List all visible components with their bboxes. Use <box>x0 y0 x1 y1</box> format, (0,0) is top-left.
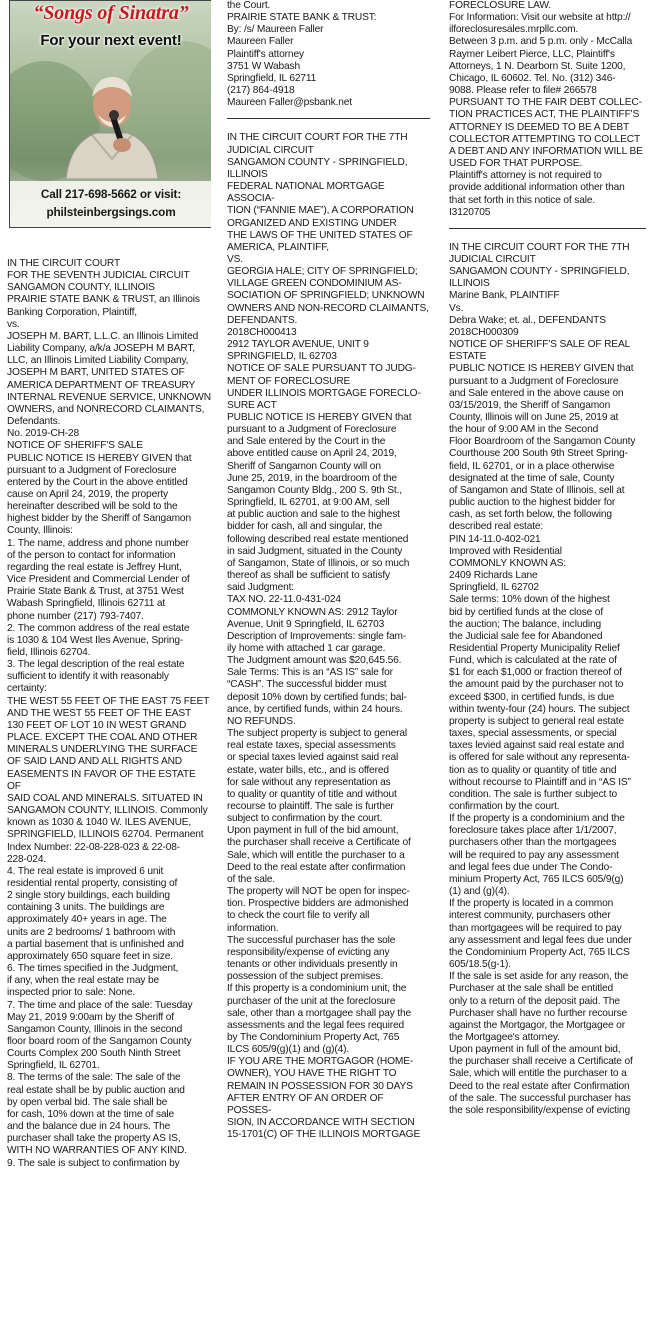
text-line: 6. The times specified in the Judgment, <box>7 963 179 975</box>
text-line: Maureen Faller <box>227 36 294 48</box>
text-line: to quality or quantity of title and without <box>227 788 397 800</box>
text-line: for cash, 10% down at the time of sale <box>7 1108 175 1120</box>
text-line: 2018CH000413 <box>227 326 297 338</box>
text-line: SANGAMON COUNTY, ILLINOIS. Commonly <box>7 805 208 817</box>
notice-divider <box>227 118 430 119</box>
text-line: responsibility/expense of evicting any <box>227 946 390 958</box>
text-line: against the Mortgagor, the Mortgagee or <box>449 1019 625 1031</box>
text-line: provide additional information other than <box>449 182 625 194</box>
notice-prairie-state-bank <box>7 258 211 1170</box>
text-line: THE LAWS OF THE UNITED STATES OF <box>227 229 413 241</box>
text-line: COMMONLY KNOWN AS: 2912 Taylor <box>227 606 398 618</box>
text-line: By: /s/ Maureen Faller <box>227 24 324 36</box>
text-line: The successful purchaser has the sole <box>227 934 396 946</box>
text-line: real estate taxes, special assessments <box>227 740 396 752</box>
text-line: SURE ACT <box>227 399 277 411</box>
text-line: of Sangamon and State of Illinois, sell at <box>449 484 625 496</box>
text-line: FEDERAL NATIONAL MORTGAGE ASSOCIA- <box>227 181 385 205</box>
text-line: subject to confirmation by the court. <box>227 813 383 825</box>
text-line: and legal fees due under The Condo- <box>449 861 613 873</box>
text-line: PUBLIC NOTICE IS HEREBY GIVEN that <box>449 363 634 375</box>
text-line: AFTER ENTRY OF AN ORDER OF POSSES- <box>227 1092 384 1116</box>
text-line: MENT OF FORECLOSURE <box>227 375 351 387</box>
text-line: sufficient to identify it with reasonably <box>7 671 169 683</box>
text-line: taxes, special assessments, or special <box>449 728 617 740</box>
text-line: EASEMENTS IN FAVOR OF THE ESTATE OF <box>7 768 196 792</box>
text-line: units are 2 bedrooms/ 1 bathroom with <box>7 926 176 938</box>
text-line: Improved with Residential <box>449 545 562 557</box>
text-line: will be required to pay any assessment <box>449 849 619 861</box>
text-line: SPRINGFIELD, ILLINOIS 62704. Permanent <box>7 829 204 841</box>
text-line: TION PRACTICES ACT, THE PLAINTIFF'S <box>449 109 640 121</box>
text-line: 2. The common address of the real estate <box>7 622 190 634</box>
text-line: I3120705 <box>449 206 491 218</box>
text-line: Upon payment in full of the amount bid, <box>449 1044 621 1056</box>
text-line: 3751 W Wabash <box>227 60 300 72</box>
text-line: known as 1030 & 1040 W. ILES AVENUE, <box>7 817 192 829</box>
text-line: 4. The real estate is improved 6 unit <box>7 865 164 877</box>
text-line: Plaintiff's attorney is not required to <box>449 170 602 182</box>
text-line: OWNER), YOU HAVE THE RIGHT TO <box>227 1068 397 1080</box>
text-line: 9. The sale is subject to confirmation by <box>7 1157 180 1169</box>
text-line: INTERNAL REVENUE SERVICE, UNKNOWN <box>7 391 211 403</box>
text-line: Prairie State Bank & Trust, at 3751 West <box>7 586 184 598</box>
text-line: ilforeclosuresales.mrpllc.com. <box>449 24 579 36</box>
text-line: field, IL 62701, or in a place otherwise <box>449 460 615 472</box>
text-line: cause on April 24, 2019, the property <box>7 488 168 500</box>
text-line: JUDICIAL CIRCUIT <box>227 144 314 156</box>
text-line: minium Property Act, 765 ILCS 605/9(g) <box>449 873 624 885</box>
text-line: 15-1701(C) OF THE ILLINOIS MORTGAGE <box>227 1129 421 1141</box>
text-line: AND THE WEST 55 FEET OF THE EAST <box>7 707 192 719</box>
text-line: ily home with attached 1 car garage. <box>227 642 386 654</box>
text-line: Chicago, IL 60602. Tel. No. (312) 346- <box>449 72 616 84</box>
text-line: 130 FEET OF LOT 10 IN WEST GRAND <box>7 719 187 731</box>
text-line: SANGAMON COUNTY - SPRINGFIELD, <box>227 156 408 168</box>
notice-prairie-state-bank-continued <box>227 0 430 109</box>
text-line: County, Illinois will on June 25, 2019 at <box>449 412 619 423</box>
text-line: Attorneys, 1 N. Dearborn St. Suite 1200, <box>449 60 626 72</box>
text-line: to check the court file to verify all <box>227 910 370 922</box>
text-line: the Court. <box>227 0 271 11</box>
text-line: Springfield, IL 62701, at 9:00 AM, sell <box>227 497 390 509</box>
text-line: SPRINGFIELD, IL 62703 <box>227 351 337 363</box>
text-line: 2018CH000309 <box>449 326 519 338</box>
text-line: Floor Boardroom of the Sangamon County <box>449 436 636 448</box>
text-line: containing 3 units. The buildings are <box>7 902 165 914</box>
text-line: foreclosure takes place after 1/1/2007, <box>449 825 617 837</box>
text-line: Liability Company, a/k/a JOSEPH M BART, <box>7 343 195 355</box>
text-line: COLLECTOR ATTEMPTING TO COLLECT <box>449 133 641 145</box>
text-line: tion. Prospective bidders are admonished <box>227 898 409 910</box>
text-line: JOSEPH M BART, UNITED STATES OF <box>7 367 185 379</box>
text-line: and the balance due in 24 hours. The <box>7 1121 171 1133</box>
text-line: property is subject to general real estate <box>449 715 624 727</box>
text-line: WITH NO WARRANTIES OF ANY KIND. <box>7 1145 187 1157</box>
text-line: PLACE. EXCEPT THE COAL AND OTHER <box>7 732 198 744</box>
text-line: by open verbal bid. The sale shall be <box>7 1096 168 1108</box>
text-line: without recourse to Plaintiff and in “AS IS” <box>449 776 631 788</box>
text-line: Sale terms: 10% down of the highest <box>449 594 610 606</box>
text-line: County, Illinois: <box>7 525 73 537</box>
text-line: USED FOR THAT PURPOSE. <box>449 158 583 170</box>
text-line: within twenty-four (24) hours. The subject <box>449 703 630 715</box>
text-line: TAX NO. 22-11.0-431-024 <box>227 594 341 606</box>
text-line: Deed to the real estate after Confirmation <box>449 1080 630 1092</box>
text-line: SANGAMON COUNTY, ILLINOIS <box>7 282 155 294</box>
ad-contact <box>10 181 211 227</box>
text-line: the sole responsibility/expense of evicting <box>449 1104 630 1116</box>
text-line: May 21, 2019 9:00am by the Sheriff of <box>7 1011 174 1023</box>
text-line: Banking Corporation, Plaintiff, <box>7 306 137 318</box>
text-line: PRAIRIE STATE BANK & TRUST, an Illinois <box>7 294 200 306</box>
text-line: VILLAGE GREEN CONDOMINIUM AS- <box>227 278 402 290</box>
text-line: JOSEPH M. BART, L.L.C. an Illinois Limited <box>7 330 199 342</box>
text-line: 3. The legal description of the real estate <box>7 659 185 671</box>
text-line: PUBLIC NOTICE IS HEREBY GIVEN that <box>7 452 192 464</box>
text-line: interest community, purchasers other <box>449 910 611 922</box>
text-line: Sale, which will entitle the purchaser to a <box>449 1068 627 1080</box>
text-line: information. <box>227 922 279 934</box>
text-line: ESTATE <box>449 351 487 363</box>
text-line: FORECLOSURE LAW. <box>449 0 551 11</box>
text-line: DEFENDANTS. <box>227 314 298 326</box>
text-line: floor board room of the Sangamon County <box>7 1036 192 1047</box>
text-line: 228-024. <box>7 853 47 865</box>
notice-divider <box>449 228 646 229</box>
text-line: a partial basement that is unfinished and <box>7 938 184 950</box>
text-line: Sangamon County, Illinois in the second <box>7 1023 183 1035</box>
singer-photo-icon <box>52 59 172 179</box>
text-line: NO REFUNDS. <box>227 715 296 727</box>
text-line: of Sangamon, State of Illinois, or so much <box>227 557 410 569</box>
text-line: pursuant to a Judgment of Foreclosure <box>227 424 397 436</box>
text-line: Courthouse 200 South 9th Street Spring- <box>449 448 628 460</box>
text-line: the Judicial sale fee for Abandoned <box>449 630 603 642</box>
text-line: certainty: <box>7 683 47 695</box>
text-line: “CASH”. The successful bidder must <box>227 679 387 691</box>
text-line: Defendants. <box>7 416 61 428</box>
text-line: 2912 TAYLOR AVENUE, UNIT 9 <box>227 339 369 351</box>
text-line: UNDER ILLINOIS MORTGAGE FORECLO- <box>227 387 421 399</box>
text-line: NOTICE OF SHERIFF'S SALE <box>7 440 143 452</box>
ad-subtitle: For your next event! <box>40 32 182 49</box>
text-line: or special taxes levied against said real <box>227 752 399 764</box>
text-line: bid by certified funds at the close of <box>449 606 603 618</box>
text-line: TION (“FANNIE MAE”), A CORPORATION <box>227 205 414 217</box>
text-line: exceed $300, in certified funds, is due <box>449 691 615 703</box>
text-line: by The Condominium Property Act, 765 <box>227 1031 400 1043</box>
text-line: OF SAID LAND AND ALL RIGHTS AND <box>7 756 182 768</box>
column-1 <box>7 0 211 1341</box>
text-line: Springfield, IL 62711 <box>227 72 317 84</box>
text-line: only to a return of the deposit paid. The <box>449 995 620 1007</box>
text-line: COMMONLY KNOWN AS: <box>449 557 566 569</box>
text-line: NOTICE OF SHERIFF'S SALE OF REAL <box>449 339 631 351</box>
songs-of-sinatra-ad[interactable] <box>9 0 211 228</box>
text-line: tion as to quality or quantity of title and <box>449 764 617 776</box>
text-line: SOCIATION OF SPRINGFIELD; UNKNOWN <box>227 290 425 302</box>
text-line: ATTORNEY IS DEEMED TO BE A DEBT <box>449 121 630 133</box>
text-line: than mortgagees will be required to pay <box>449 922 622 934</box>
text-line: for sale without any representation as <box>227 776 391 788</box>
text-line: IN THE CIRCUIT COURT <box>7 258 121 269</box>
text-line: IN THE CIRCUIT COURT FOR THE 7TH <box>227 132 408 144</box>
text-line: June 25, 2019, in the boardroom of the <box>227 472 397 484</box>
text-line: phone number (217) 793-7407. <box>7 610 144 622</box>
text-line: assessments and the legal fees required <box>227 1019 405 1031</box>
text-line: Maureen Faller@psbank.net <box>227 97 352 109</box>
text-line: purchasers other than the mortgagees <box>449 837 617 849</box>
text-line: public auction to the highest bidder for <box>449 497 616 509</box>
text-line: hereinafter described will be sold to the <box>7 501 178 513</box>
text-line: PURSUANT TO THE FAIR DEBT COLLEC- <box>449 97 642 109</box>
text-line: described real estate: <box>449 521 544 533</box>
text-line: Residential Property Municipality Relief <box>449 642 620 654</box>
text-line: Fund, which is calculated at the rate of <box>449 655 617 667</box>
text-line: Debra Wake; et. al., DEFENDANTS <box>449 314 606 326</box>
text-line: AMERICA, PLAINTIFF, <box>227 241 329 253</box>
ad-website-link[interactable]: philsteinbergsings.com <box>46 205 176 219</box>
text-line: 9088. Please refer to file# 266578 <box>449 85 597 97</box>
text-line: condition. The sale is further subject to <box>449 788 618 800</box>
text-line: possession of the subject premises. <box>227 971 384 983</box>
text-line: LLC, an Illinois Limited Liability Company, <box>7 355 189 367</box>
text-line: highest bidder by the Sheriff of Sangamon <box>7 513 191 525</box>
text-line: (217) 864-4918 <box>227 85 295 97</box>
text-line: taxes levied against said real estate and <box>449 740 625 752</box>
text-line: Upon payment in full of the bid amount, <box>227 825 399 837</box>
text-line: above entitled cause on April 24, 2019, <box>227 448 397 460</box>
text-line: thereof as shall be sufficient to satisfy <box>227 570 390 582</box>
text-line: 2409 Richards Lane <box>449 570 538 582</box>
text-line: OWNERS AND NON-RECORD CLAIMANTS, <box>227 302 429 314</box>
text-line: of the person to contact for information <box>7 549 176 561</box>
text-line: recourse to plaintiff. The sale is further <box>227 801 394 812</box>
text-line: SION, IN ACCORDANCE WITH SECTION <box>227 1117 415 1129</box>
text-line: is offered for sale without any representa- <box>449 752 630 764</box>
column-3 <box>449 0 646 1341</box>
text-line: any assessment and legal fees due under <box>449 934 632 946</box>
text-line: confirmation by the court. <box>449 801 560 812</box>
text-line: (1) and (g)(4). <box>449 886 510 898</box>
text-line: ILCS 605/9(g)(1) and (g)(4). <box>227 1044 350 1056</box>
text-line: VS. <box>227 253 243 265</box>
text-line: REMAIN IN POSSESSION FOR 30 DAYS <box>227 1080 413 1092</box>
text-line: Marine Bank, PLAINTIFF <box>449 290 560 302</box>
ad-title: “Songs of Sinatra” <box>33 2 189 24</box>
text-line: the purchaser shall receive a Certificate of <box>449 1056 633 1068</box>
text-line: real estate shall be by public auction and <box>7 1084 185 1096</box>
text-line: is 1030 & 104 West Iles Avenue, Spring- <box>7 634 184 646</box>
text-line: 8. The terms of the sale: The sale of the <box>7 1072 181 1084</box>
text-line: IN THE CIRCUIT COURT FOR THE 7TH <box>449 241 630 253</box>
text-line: that set forth in this notice of sale. <box>449 194 596 206</box>
text-line: and Sale entered by the Court in the <box>227 436 386 448</box>
text-line: approximately 40+ years in age. The <box>7 914 167 926</box>
text-line: If the sale is set aside for any reason, the <box>449 971 629 983</box>
text-line: Courts Complex 200 South Ninth Street <box>7 1048 181 1060</box>
text-line: ILLINOIS <box>449 278 490 290</box>
text-line: PUBLIC NOTICE IS HEREBY GIVEN that <box>227 412 412 423</box>
text-line: SANGAMON COUNTY - SPRINGFIELD, <box>449 266 630 278</box>
text-line: IF YOU ARE THE MORTGAGOR (HOME- <box>227 1056 414 1068</box>
text-line: Purchaser shall have no further recourse <box>449 1007 628 1019</box>
text-line: designated at the time of sale, County <box>449 472 615 484</box>
text-line: Purchaser at the sale shall be entitled <box>449 983 614 995</box>
text-line: Sangamon County Bldg., 200 S. 9th St., <box>227 484 402 496</box>
text-line: 605/18.5(g-1). <box>449 959 511 971</box>
text-line: the auction; The balance, including <box>449 618 602 630</box>
text-line: the hour of 9:00 AM in the Second <box>449 424 599 436</box>
text-line: Wabash Springfield, Illinois 62711 at <box>7 598 166 610</box>
text-line: tenants or other individuals presently in <box>227 959 398 971</box>
text-line: the amount paid by the purchaser not to <box>449 679 624 691</box>
text-line: FOR THE SEVENTH JUDICIAL CIRCUIT <box>7 270 190 282</box>
text-line: field, Illinois 62704. <box>7 647 91 658</box>
text-line: following described real estate mentioned <box>227 533 409 545</box>
text-line: inspected prior to sale: None. <box>7 987 136 999</box>
text-line: ance, by certified funds, within 24 hours. <box>227 703 403 715</box>
text-line: 1. The name, address and phone number <box>7 537 189 549</box>
ad-phone-line: Call 217-698-5662 or visit: <box>40 187 182 201</box>
text-line: deposit 10% down by certified funds; bal- <box>227 691 407 703</box>
text-line: If the property is a condominium and the <box>449 813 625 825</box>
text-line: PIN 14-11.0-402-021 <box>449 533 541 545</box>
text-line: JUDICIAL CIRCUIT <box>449 253 536 265</box>
text-line: NOTICE OF SALE PURSUANT TO JUDG- <box>227 363 416 375</box>
text-line: Deed to the real estate after confirmation <box>227 861 406 873</box>
text-line: Springfield, IL 62702 <box>449 582 539 594</box>
text-line: Between 3 p.m. and 5 p.m. only - McCalla <box>449 36 633 48</box>
text-line: 7. The time and place of the sale: Tuesday <box>7 999 193 1011</box>
text-line: THE WEST 55 FEET OF THE EAST 75 FEET <box>7 695 210 707</box>
text-line: approximately 650 square feet in size. <box>7 950 173 962</box>
notice-fannie-mae-continued <box>449 0 646 219</box>
text-line: purchaser shall take the property AS IS, <box>7 1133 181 1145</box>
text-line: estate, water bills, etc., and is offered <box>227 764 389 776</box>
text-line: AMERICA DEPARTMENT OF TREASURY <box>7 379 196 391</box>
text-line: The property will NOT be open for inspec- <box>227 886 410 898</box>
text-line: sale, other than a mortgagee shall pay the <box>227 1007 411 1019</box>
text-line: A DEBT AND ANY INFORMATION WILL BE <box>449 145 643 157</box>
text-line: OWNERS, and NONRECORD CLAIMANTS, <box>7 403 205 415</box>
text-line: For Information: Visit our website at http:// <box>449 12 631 24</box>
text-line: the Mortgagee's attorney. <box>449 1031 560 1043</box>
text-line: The Judgment amount was $20,645.56. <box>227 655 402 667</box>
text-line: Sheriff of Sangamon County will on <box>227 460 381 472</box>
text-line: If this property is a condominium unit, the <box>227 983 407 995</box>
text-line: bidder for cash, all and singular, the <box>227 521 383 533</box>
text-line: regarding the real estate is Jeffrey Hunt, <box>7 561 182 573</box>
text-line: the Condominium Property Act, 765 ILCS <box>449 946 630 958</box>
text-line: entered by the Court in the above entitled <box>7 476 188 488</box>
text-line: Sale Terms: This is an “AS IS” sale for <box>227 667 393 679</box>
text-line: PRAIRIE STATE BANK & TRUST: <box>227 12 377 24</box>
text-line: SAID COAL AND MINERALS. SITUATED IN <box>7 792 203 804</box>
text-line: GEORGIA HALE; CITY OF SPRINGFIELD; <box>227 266 418 278</box>
text-line: of the sale. <box>227 873 276 885</box>
text-line: 2 single story buildings, each building <box>7 890 170 902</box>
text-line: Vs. <box>449 302 464 314</box>
text-line: and Sale entered in the above cause on <box>449 387 624 399</box>
text-line: residential rental property, consisting of <box>7 877 178 889</box>
text-line: Springfield, IL 62701. <box>7 1060 100 1072</box>
text-line: in said Judgment, situated in the County <box>227 545 403 557</box>
text-line: of the sale. The successful purchaser has <box>449 1092 631 1104</box>
text-line: Sale, which will entitle the purchaser to a <box>227 849 405 861</box>
text-line: No. 2019-CH-28 <box>7 428 80 440</box>
text-line: Plaintiff's attorney <box>227 48 304 60</box>
notice-marine-bank <box>449 242 646 1117</box>
text-line: Raymer Leibert Pierce, LLC, Plaintiff's <box>449 48 615 60</box>
text-line: if any, when the real estate may be <box>7 975 159 987</box>
notice-fannie-mae <box>227 132 430 1141</box>
text-line: $1 for each $1,000 or fraction thereof of <box>449 667 622 679</box>
text-line: The subject property is subject to general <box>227 728 408 740</box>
text-line: Description of Improvements: single fam- <box>227 630 407 642</box>
text-line: MINERALS UNDERLYING THE SURFACE <box>7 744 198 756</box>
text-line: pursuant to a Judgment of Foreclosure <box>7 464 177 476</box>
text-line: ILLINOIS <box>227 168 268 180</box>
text-line: Avenue, Unit 9 Springfield, IL 62703 <box>227 618 385 630</box>
text-line: said Judgment: <box>227 582 294 594</box>
text-line: the purchaser shall receive a Certificate of <box>227 837 411 849</box>
text-line: ORGANIZED AND EXISTING UNDER <box>227 217 397 229</box>
text-line: at public auction and sale to the highest <box>227 509 400 521</box>
text-line: vs. <box>7 318 20 330</box>
text-line: pursuant to a Judgment of Foreclosure <box>449 375 619 387</box>
text-line: If the property is located in a common <box>449 898 614 910</box>
text-line: 03/15/2019, the Sheriff of Sangamon <box>449 399 611 411</box>
text-line: purchaser of the unit at the foreclosure <box>227 995 396 1007</box>
text-line: Vice President and Commercial Lender of <box>7 574 190 586</box>
text-line: cash, as set forth below, the following <box>449 509 612 521</box>
text-line: Index Number: 22-08-228-023 & 22-08- <box>7 841 180 853</box>
column-2 <box>227 0 430 1341</box>
